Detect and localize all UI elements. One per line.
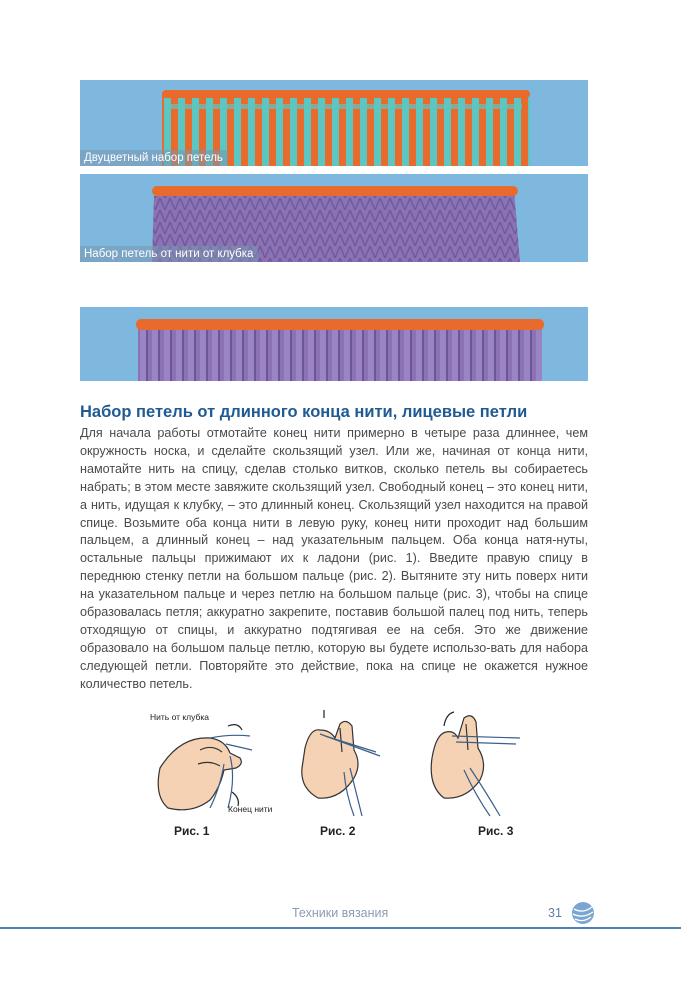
photo-caption: Набор петель от нити от клубка bbox=[80, 246, 258, 262]
arrow-icon bbox=[228, 725, 242, 730]
hand-illustrations bbox=[140, 708, 540, 828]
figures-hand-illustrations bbox=[140, 708, 540, 848]
fig1-label-yarn-ball: Нить от клубка bbox=[150, 712, 209, 722]
page-number: 31 bbox=[548, 906, 562, 920]
fig2-caption: Рис. 2 bbox=[320, 824, 356, 838]
photo-caption: Двуцветный набор петель bbox=[80, 150, 228, 166]
yarn-ball-icon bbox=[570, 900, 596, 926]
fig3-hand bbox=[431, 716, 483, 798]
fig1-hand bbox=[158, 738, 241, 810]
photo-ribbed-edge bbox=[80, 307, 588, 381]
arrow-icon bbox=[444, 712, 454, 726]
section-title: Набор петель от длинного конца нити, лицевые петли bbox=[80, 403, 528, 421]
fig1-caption: Рис. 1 bbox=[174, 824, 210, 838]
knitted-swatch-ribbing bbox=[80, 307, 588, 381]
fig2-hand bbox=[302, 721, 358, 798]
fig1-label-tail: Конец нити bbox=[228, 804, 273, 814]
photo-cast-on-from-ball bbox=[80, 174, 588, 262]
instruction-text: Для начала работы отмотайте конец нити примерно в четыре раза длиннее, чем окружность носка, и сделайте скользящий узел. Или же, начиная от конца нити, намотайте нить на спицу, сделав столько витков, сколько петель вы собираетесь набрать; в этом месте завяжите скользящий узел. Свободный конец – это конец нити, а нить, идущая к клубку, – это длинный конец. Скользящий узел находится на правой спице. Возьмите оба конца нити в левую руку, конец нити проходит над большим пальцем, а длинный конец – над указательным пальцем. Оба конца натя-нуты, остальные пальцы прижимают их к ладони (рис. 1). Введите правую спицу в переднюю стенку петли на большом пальце (рис. 2). Вытяните эту нить поверх нити на указательном пальце и через петлю на большом пальце (рис. 3), чтобы на спице образовалась петля; аккуратно закрепите, поставив большой палец под нить, теперь отходящую от спицы, и аккуратно подтягивая ее на себя. Это же движение образовало на большом пальце петлю, которую вы будете использо-вать для набора следующей петли. Повторяйте это действие, пока на спице не окажется нужное количество петель. bbox=[80, 426, 588, 691]
photo-two-color-cast-on bbox=[80, 80, 588, 166]
fig3-caption: Рис. 3 bbox=[478, 824, 514, 838]
footer-section-name: Техники вязания bbox=[292, 906, 389, 920]
footer-divider bbox=[0, 927, 681, 929]
